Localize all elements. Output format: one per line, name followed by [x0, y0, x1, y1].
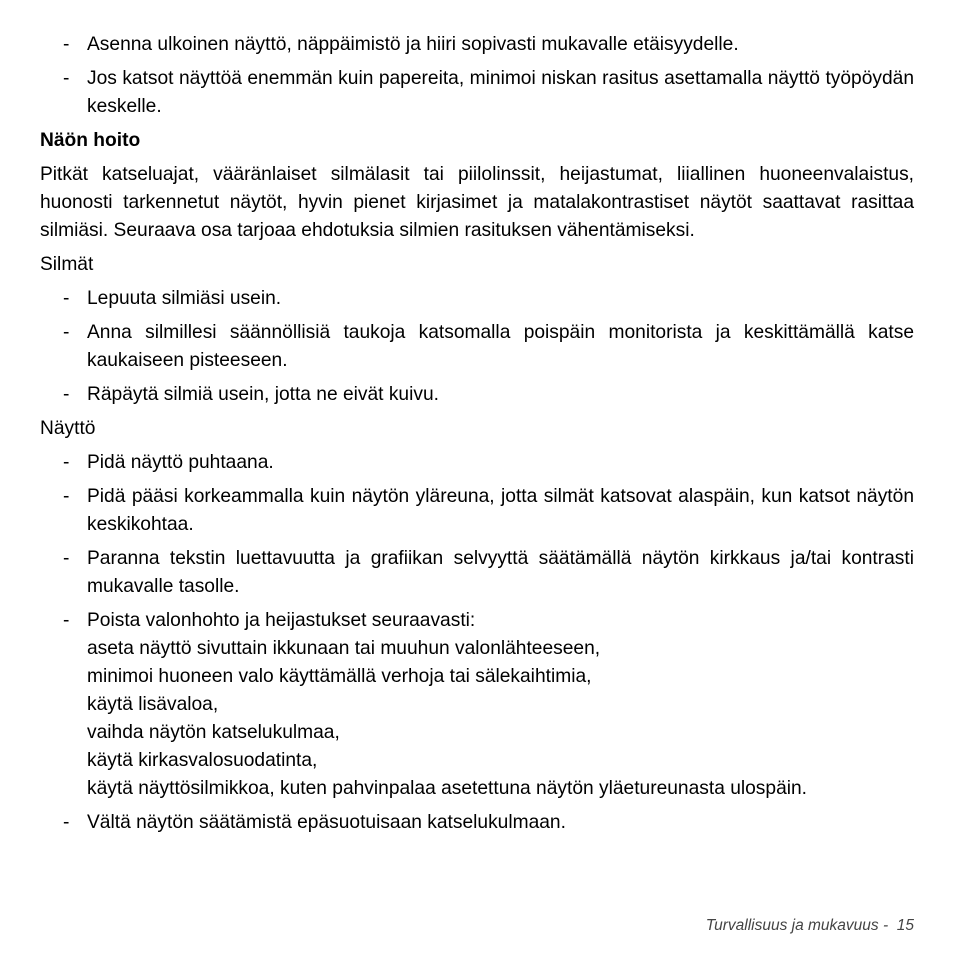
list-item-text: Räpäytä silmiä usein, jotta ne eivät kuivu. — [87, 384, 439, 405]
bullet-dash: - — [63, 384, 70, 405]
bullet-dash: - — [63, 548, 70, 569]
glare-line: vaihda näytön katselukulmaa, — [87, 722, 340, 743]
bullet-dash: - — [63, 68, 70, 89]
bullet-dash: - — [63, 288, 70, 309]
list-item-text: Vältä näytön säätämistä epäsuotuisaan katselukulmaan. — [87, 812, 566, 833]
glare-line: minimoi huoneen valo käyttämällä verhoja tai sälekaihtimia, — [87, 666, 592, 687]
list-item-text: Paranna tekstin luettavuutta ja grafiikan selvyyttä säätämällä näytön kirkkaus ja/tai kontrasti mukavalle tasolle. — [87, 548, 914, 597]
list-item — [40, 31, 914, 59]
glare-line: käytä lisävaloa, — [87, 694, 219, 715]
glare-line: käytä kirkasvalosuodatinta, — [87, 750, 318, 771]
list-item-glare — [40, 607, 914, 803]
footer-section-name: Turvallisuus ja mukavuus - — [705, 917, 889, 934]
bullet-dash: - — [63, 610, 70, 631]
document-page — [40, 31, 914, 837]
list-item-text: Pidä pääsi korkeammalla kuin näytön yläreuna, jotta silmät katsovat alaspäin, kun katsot näytön keskikohtaa. — [87, 486, 914, 535]
list-item — [40, 809, 914, 837]
list-item — [40, 381, 914, 409]
list-item — [40, 483, 914, 539]
section-heading: Näön hoito — [40, 130, 141, 151]
glare-line: käytä näyttösilmikkoa, kuten pahvinpalaa asetettuna näytön yläetureunasta ulospäin. — [87, 778, 807, 799]
list-item — [40, 449, 914, 477]
list-item — [40, 285, 914, 313]
bullet-dash: - — [63, 812, 70, 833]
list-item-text: Asenna ulkoinen näyttö, näppäimistö ja hiiri sopivasti mukavalle etäisyydelle. — [87, 34, 739, 55]
list-item-text: Lepuuta silmiäsi usein. — [87, 288, 282, 309]
glare-intro: Poista valonhohto ja heijastukset seuraavasti: — [87, 610, 476, 631]
list-item — [40, 65, 914, 121]
list-item-text: Jos katsot näyttöä enemmän kuin papereita, minimoi niskan rasitus asettamalla näyttö työpöydän keskelle. — [87, 68, 914, 117]
glare-line: aseta näyttö sivuttain ikkunaan tai muuhun valonlähteeseen, — [87, 638, 601, 659]
list-item — [40, 319, 914, 375]
bullet-dash: - — [63, 34, 70, 55]
list-item-text: Anna silmillesi säännöllisiä taukoja katsomalla poispäin monitorista ja keskittämällä katse kaukaiseen pisteeseen. — [87, 322, 914, 371]
intro-paragraph: Pitkät katseluajat, vääränlaiset silmälasit tai piilolinssit, heijastumat, liiallinen huoneenvalaistus, huonosti tarkennetut näytöt, hyvin pienet kirjasimet ja matalakontrastiset näytöt saattavat rasittaa silmiäsi. Seuraava osa tarjoaa ehdotuksia silmien rasituksen vähentämiseksi. — [40, 164, 914, 241]
bullet-dash: - — [63, 486, 70, 507]
bullet-dash: - — [63, 322, 70, 343]
page-number: 15 — [896, 917, 914, 934]
display-label: Näyttö — [40, 418, 96, 439]
list-item-text: Pidä näyttö puhtaana. — [87, 452, 274, 473]
page-footer — [706, 917, 914, 935]
eyes-label: Silmät — [40, 254, 94, 275]
list-item — [40, 545, 914, 601]
bullet-dash: - — [63, 452, 70, 473]
